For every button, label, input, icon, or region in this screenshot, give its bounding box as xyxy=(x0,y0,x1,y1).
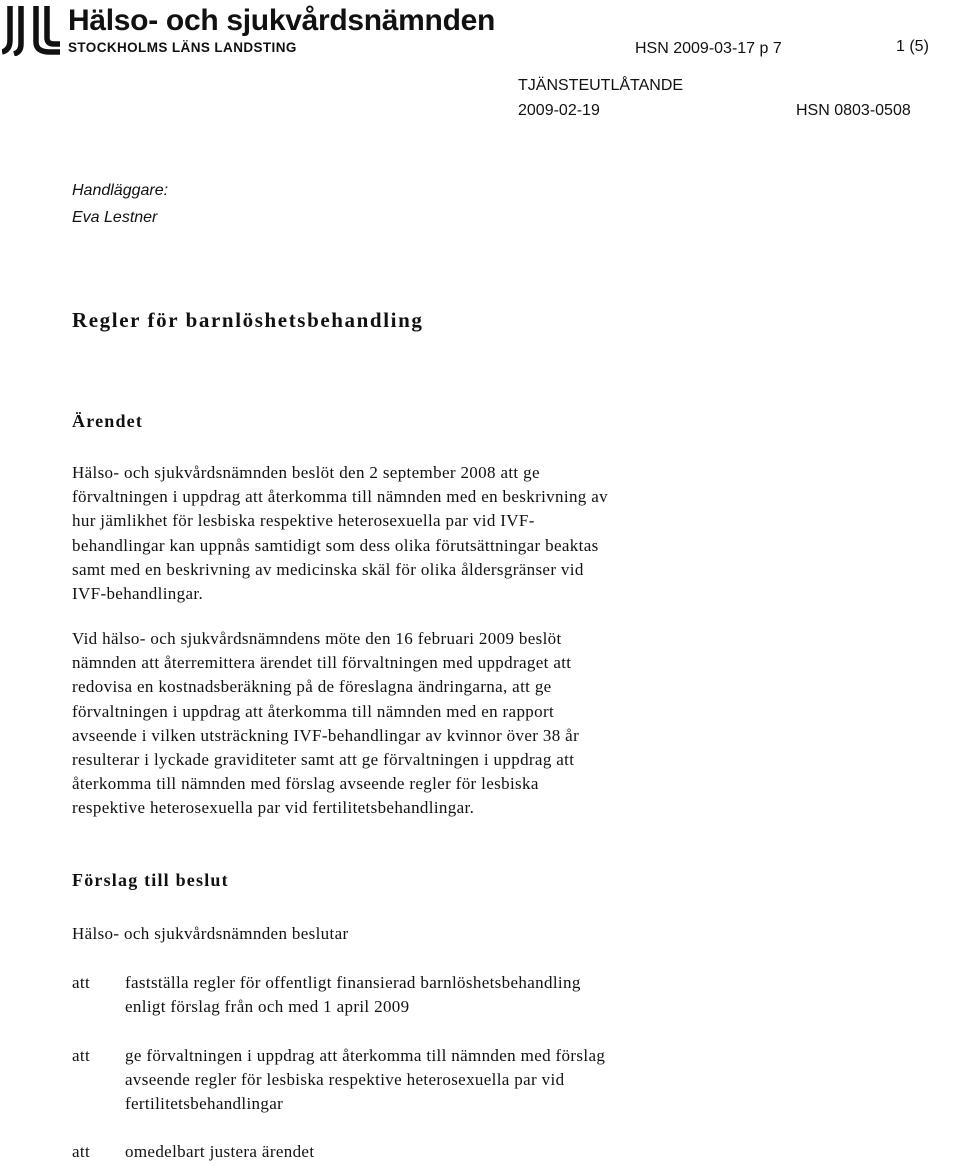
text-line: hur jämlikhet för lesbiska respektive heterosexuella par vid IVF- xyxy=(72,511,535,531)
landsting-emblem-icon xyxy=(2,4,62,56)
decision-prefix: att xyxy=(72,973,91,992)
text-line: förvaltningen i uppdrag att återkomma till nämnden med en beskrivning av xyxy=(72,487,609,507)
handler-name: Eva Lestner xyxy=(72,209,158,226)
decision-text xyxy=(125,1140,314,1164)
text-line: ge förvaltningen i uppdrag att återkomma till nämnden med förslag xyxy=(125,1046,606,1065)
page-number: 1 (5) xyxy=(896,38,929,55)
text-line: Vid hälso- och sjukvårdsnämndens möte den 16 februari 2009 beslöt xyxy=(72,629,562,648)
org-name: Hälso- och sjukvårdsnämnden xyxy=(68,4,496,37)
text-line: omedelbart justera ärendet xyxy=(125,1142,315,1161)
document-type: TJÄNSTEUTLÅTANDE xyxy=(518,77,684,94)
text-line: redovisa en kostnadsberäkning på de föreslagna ändringarna, att ge xyxy=(72,677,552,697)
text-line: samt med en beskrivning av medicinska skäl för olika åldersgränser vid xyxy=(72,559,584,579)
text-line: förvaltningen i uppdrag att återkomma till nämnden med en rapport xyxy=(72,701,555,721)
document-title: Regler för barnlöshetsbehandling xyxy=(72,308,424,332)
text-line: respektive heterosexuella par vid fertilitetsbehandlingar. xyxy=(72,798,475,818)
text-line: nämnden att återremittera ärendet till förvaltningen med uppdraget att xyxy=(72,653,572,673)
text-line: behandlingar kan uppnås samtidigt som dess olika förutsättningar beaktas xyxy=(72,535,599,555)
org-logo xyxy=(0,2,496,60)
handler-label: Handläggare: xyxy=(72,182,169,199)
document-date: 2009-02-19 xyxy=(518,102,600,119)
decision-intro xyxy=(72,922,772,946)
decision-prefix: att xyxy=(72,1142,91,1161)
section-heading-forslag: Förslag till beslut xyxy=(72,870,229,890)
text-line: Hälso- och sjukvårdsnämnden beslutar xyxy=(72,924,349,943)
meeting-reference: HSN 2009-03-17 p 7 xyxy=(635,40,782,57)
text-line: resulterar i lyckade graviditeter samt att ge förvaltningen i uppdrag att xyxy=(72,750,575,770)
text-line: avseende regler för lesbiska respektive heterosexuella par vid xyxy=(125,1070,565,1090)
arendet-paragraph-1 xyxy=(72,461,772,606)
diary-number: HSN 0803-0508 xyxy=(796,102,911,119)
org-subtitle: STOCKHOLMS LÄNS LANDSTING xyxy=(68,40,297,55)
text-line: IVF-behandlingar. xyxy=(72,584,204,604)
text-line: enligt förslag från och med 1 april 2009 xyxy=(125,997,410,1017)
text-line: avseende i vilken utsträckning IVF-behandlingar av kvinnor över 38 år xyxy=(72,725,580,745)
section-heading-arendet: Ärendet xyxy=(72,411,144,431)
arendet-paragraph-2 xyxy=(72,627,772,821)
decision-text xyxy=(125,1044,605,1117)
text-line: återkomma till nämnden med förslag avseende regler för lesbiska xyxy=(72,774,539,794)
text-line: fertilitetsbehandlingar xyxy=(125,1094,284,1114)
text-line: fastställa regler för offentligt finansierad barnlöshetsbehandling xyxy=(125,973,581,992)
decision-prefix: att xyxy=(72,1046,91,1065)
decision-text xyxy=(125,971,581,1019)
text-line: Hälso- och sjukvårdsnämnden beslöt den 2 september 2008 att ge xyxy=(72,463,540,482)
